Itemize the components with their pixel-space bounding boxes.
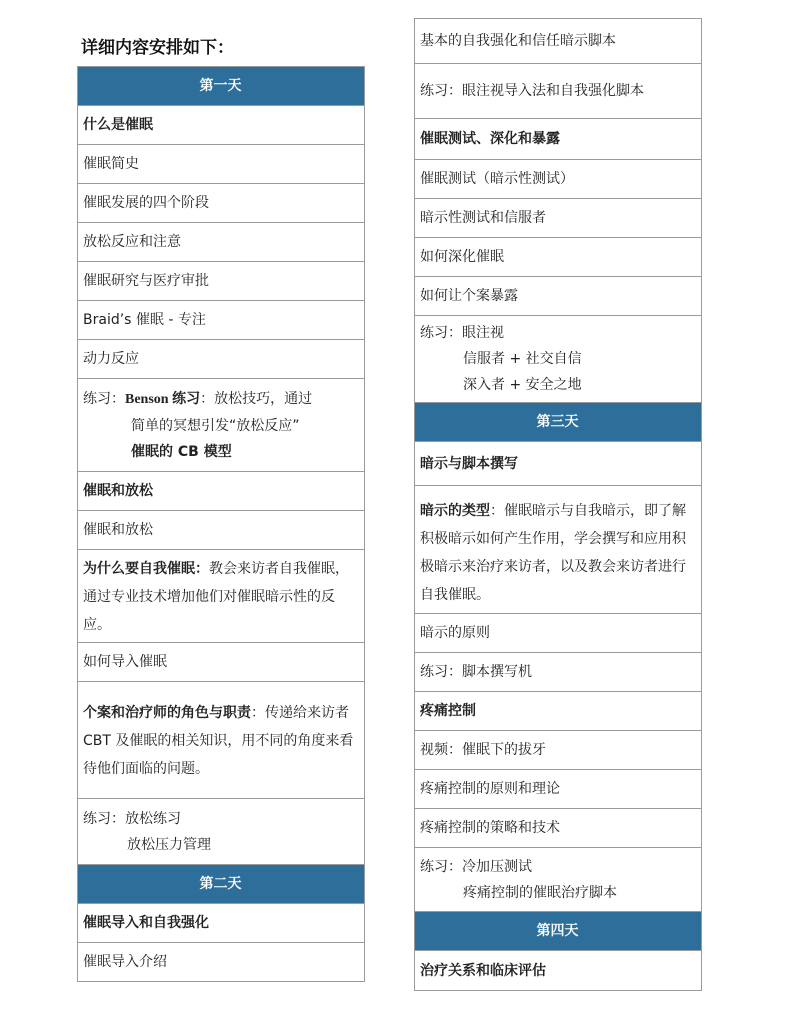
list-item: 催眠简史	[78, 145, 364, 184]
section-title: 催眠和放松	[78, 472, 364, 511]
list-item: 动力反应	[78, 340, 364, 379]
section-title: 治疗关系和临床评估	[415, 951, 701, 991]
list-item: 催眠研究与医疗审批	[78, 262, 364, 301]
schedule-column-right	[414, 18, 702, 991]
list-item: 如何导入催眠	[78, 643, 364, 682]
list-item: 基本的自我强化和信任暗示脚本	[415, 19, 701, 64]
list-item: 催眠导入介绍	[78, 943, 364, 982]
list-item: 催眠和放松	[78, 511, 364, 550]
list-item: 催眠发展的四个阶段	[78, 184, 364, 223]
list-item: 练习：眼注视导入法和自我强化脚本	[415, 64, 701, 119]
list-item: 如何深化催眠	[415, 238, 701, 277]
list-item: 如何让个案暴露	[415, 277, 701, 316]
list-item: 疼痛控制的策略和技术	[415, 809, 701, 848]
list-item: 疼痛控制的原则和理论	[415, 770, 701, 809]
description-item: 为什么要自我催眠：教会来访者自我催眠，通过专业技术增加他们对催眠暗示性的反应。	[78, 550, 364, 643]
page-heading: 详细内容安排如下：	[81, 38, 234, 58]
section-title: 催眠导入和自我强化	[78, 904, 364, 943]
exercise-item: 练习：放松练习 放松压力管理	[78, 799, 364, 865]
day-header-2: 第二天	[78, 865, 364, 904]
section-title: 疼痛控制	[415, 692, 701, 731]
day-header-1: 第一天	[78, 67, 364, 106]
section-title: 什么是催眠	[78, 106, 364, 145]
list-item: 暗示性测试和信服者	[415, 199, 701, 238]
day-header-3: 第三天	[415, 403, 701, 442]
list-item: Braid’s 催眠 - 专注	[78, 301, 364, 340]
list-item: 视频：催眠下的拔牙	[415, 731, 701, 770]
list-item: 催眠测试（暗示性测试）	[415, 160, 701, 199]
section-title: 催眠测试、深化和暴露	[415, 119, 701, 160]
description-item: 个案和治疗师的角色与职责：传递给来访者 CBT 及催眠的相关知识，用不同的角度来看待他们面临的问题。	[78, 682, 364, 799]
exercise-item: 练习：冷加压测试 疼痛控制的催眠治疗脚本	[415, 848, 701, 912]
description-item: 暗示的类型：催眠暗示与自我暗示，即了解积极暗示如何产生作用，学会撰写和应用积极暗示来治疗来访者，以及教会来访者进行自我催眠。	[415, 486, 701, 614]
section-title: 暗示与脚本撰写	[415, 442, 701, 486]
list-item: 放松反应和注意	[78, 223, 364, 262]
list-item: 暗示的原则	[415, 614, 701, 653]
exercise-item: 练习：Benson 练习：放松技巧，通过 简单的冥想引发“放松反应” 催眠的 CB 模型	[78, 379, 364, 472]
schedule-column-left	[77, 66, 365, 982]
exercise-item: 练习：眼注视 信服者 + 社交自信 深入者 + 安全之地	[415, 316, 701, 403]
list-item: 练习：脚本撰写机	[415, 653, 701, 692]
day-header-4: 第四天	[415, 912, 701, 951]
